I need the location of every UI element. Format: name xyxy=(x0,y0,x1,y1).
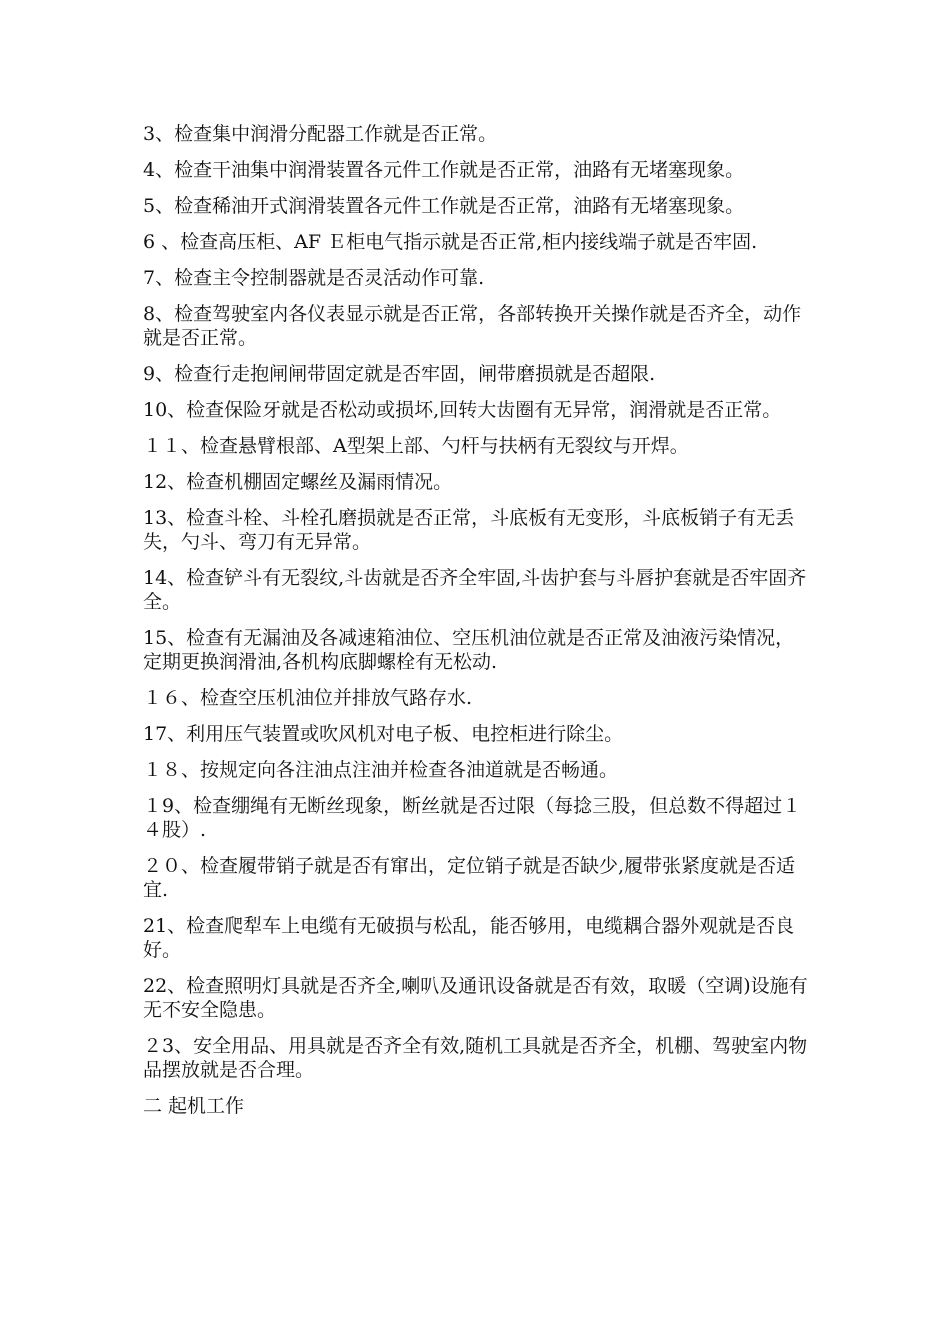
paragraph-item-11: １１、检查悬臂根部、A型架上部、勺杆与扶柄有无裂纹与开焊。 xyxy=(143,435,689,457)
paragraph-item-22: 22、检查照明灯具就是否齐全,喇叭及通讯设备就是否有效，取暖（空调)设施有无不安全隐患。 xyxy=(143,975,808,1021)
paragraph-item-18: １８、按规定向各注油点注油并检查各油道就是否畅通。 xyxy=(143,759,619,781)
paragraph-item-10: 10、检查保险牙就是否松动或损坏,回转大齿圈有无异常，润滑就是否正常。 xyxy=(143,399,782,421)
paragraph-item-13: 13、检查斗栓、斗栓孔磨损就是否正常，斗底板有无变形，斗底板销子有无丢失，勺斗、弯刀有无异常。 xyxy=(143,507,795,553)
paragraph-item-15: 15、检查有无漏油及各减速箱油位、空压机油位就是否正常及油液污染情况，定期更换润滑油,各机构底脚螺栓有无松动. xyxy=(143,627,795,673)
paragraph-item-4: 4、检查干油集中润滑装置各元件工作就是否正常，油路有无堵塞现象。 xyxy=(143,159,745,181)
paragraph-item-20: ２０、检查履带销子就是否有窜出，定位销子就是否缺少,履带张紧度就是否适宜. xyxy=(143,855,796,901)
paragraph-item-5: 5、检查稀油开式润滑装置各元件工作就是否正常，油路有无堵塞现象。 xyxy=(143,195,745,217)
paragraph-item-3: 3、检查集中润滑分配器工作就是否正常。 xyxy=(143,123,498,145)
section-heading: 二 起机工作 xyxy=(143,1095,245,1117)
paragraph-item-23: ２3、安全用品、用具就是否齐全有效,随机工具就是否齐全，机棚、驾驶室内物品摆放就是否合理。 xyxy=(143,1035,808,1081)
paragraph-item-14: 14、检查铲斗有无裂纹,斗齿就是否齐全牢固,斗齿护套与斗唇护套就是否牢固齐全。 xyxy=(143,567,807,613)
paragraph-item-16: １６、检查空压机油位并排放气路存水. xyxy=(143,687,473,709)
document-body xyxy=(143,122,813,1130)
paragraph-item-17: 17、利用压气装置或吹风机对电子板、电控柜进行除尘。 xyxy=(143,723,624,745)
paragraph-item-19: １9、检查绷绳有无断丝现象，断丝就是否过限（每捻三股，但总数不得超过１４股）. xyxy=(143,795,802,841)
paragraph-item-21: 21、检查爬犁车上电缆有无破损与松乱，能否够用，电缆耦合器外观就是否良好。 xyxy=(143,915,795,961)
paragraph-item-12: 12、检查机棚固定螺丝及漏雨情况。 xyxy=(143,471,453,493)
paragraph-item-9: 9、检查行走抱闸闸带固定就是否牢固，闸带磨损就是否超限. xyxy=(143,363,656,385)
paragraph-item-7: 7、检查主令控制器就是否灵活动作可靠. xyxy=(143,267,485,289)
paragraph-item-8: 8、检查驾驶室内各仪表显示就是否正常，各部转换开关操作就是否齐全，动作就是否正常。 xyxy=(143,303,802,349)
paragraph-item-6: 6 、检查高压柜、AF Ｅ柜电气指示就是否正常,柜内接线端子就是否牢固. xyxy=(143,231,758,253)
